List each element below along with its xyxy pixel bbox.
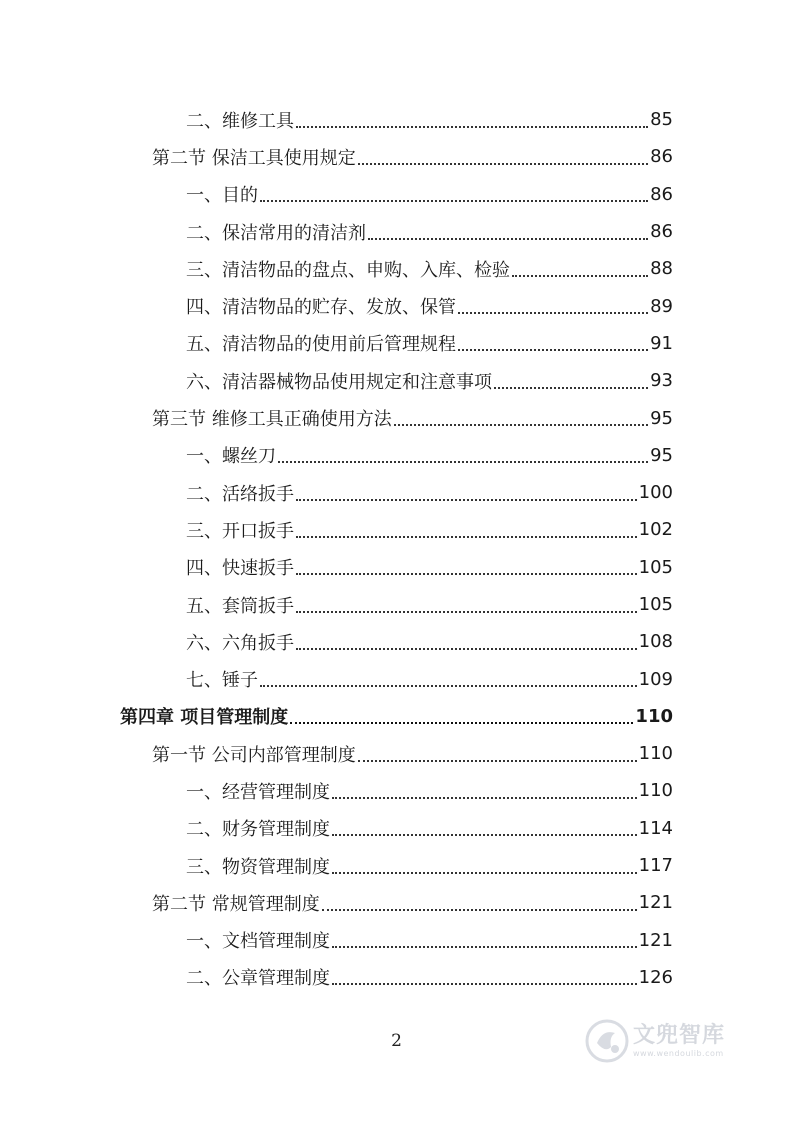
toc-dot-leader bbox=[332, 965, 637, 985]
toc-entry-label: 二、公章管理制度 bbox=[186, 968, 330, 990]
toc-dot-leader bbox=[494, 369, 648, 389]
toc-entry-page: 86 bbox=[650, 183, 673, 205]
toc-dot-leader bbox=[332, 779, 637, 799]
toc-entry[interactable] bbox=[0, 922, 793, 959]
toc-dot-leader bbox=[296, 593, 637, 613]
toc-entry-page: 126 bbox=[638, 966, 673, 988]
toc-dot-leader bbox=[512, 257, 648, 277]
toc-entry[interactable] bbox=[0, 511, 793, 548]
toc-entry-page: 117 bbox=[638, 855, 673, 877]
toc-dot-leader bbox=[296, 481, 637, 501]
toc-entry-page: 121 bbox=[638, 892, 673, 914]
toc-entry-label: 六、六角扳手 bbox=[186, 632, 294, 654]
toc-dot-leader bbox=[332, 816, 637, 836]
toc-entry-label: 一、文档管理制度 bbox=[186, 931, 330, 953]
toc-entry-label: 一、螺丝刀 bbox=[186, 446, 276, 468]
watermark-title: 文兜智库 bbox=[633, 1022, 726, 1048]
toc-entry-page: 105 bbox=[638, 594, 673, 615]
toc-entry[interactable] bbox=[0, 623, 793, 660]
toc-entry[interactable] bbox=[0, 250, 793, 287]
toc-entry-label: 三、物资管理制度 bbox=[186, 856, 330, 878]
toc-dot-leader bbox=[458, 331, 648, 351]
toc-entry-label: 三、开口扳手 bbox=[186, 520, 294, 542]
toc-entry-label: 三、清洁物品的盘点、申购、入库、检验 bbox=[186, 259, 510, 281]
toc-entry[interactable] bbox=[0, 549, 793, 586]
toc-entry-page: 89 bbox=[650, 295, 673, 317]
toc-entry-page: 102 bbox=[638, 519, 673, 541]
toc-entry[interactable] bbox=[0, 474, 793, 511]
toc-entry-label: 第二节 常规管理制度 bbox=[152, 893, 320, 915]
toc-entry-page: 114 bbox=[638, 817, 673, 839]
toc-entry-label: 七、锤子 bbox=[186, 670, 258, 692]
toc-entry[interactable] bbox=[0, 325, 793, 362]
toc-entry-page: 105 bbox=[638, 556, 673, 578]
toc-dot-leader bbox=[358, 145, 648, 165]
toc-dot-leader bbox=[260, 667, 637, 687]
toc-dot-leader bbox=[322, 891, 637, 911]
toc-entry-page: 88 bbox=[650, 258, 673, 280]
toc-entry[interactable] bbox=[0, 213, 793, 250]
toc-entry-label: 六、清洁器械物品使用规定和注意事项 bbox=[186, 371, 492, 393]
toc-entry-label: 二、财务管理制度 bbox=[186, 819, 330, 841]
toc-entry-label: 二、维修工具 bbox=[186, 110, 294, 132]
toc-entry[interactable] bbox=[0, 698, 793, 735]
toc-entry-page: 86 bbox=[650, 146, 673, 168]
toc-entry-page: 100 bbox=[638, 482, 673, 504]
toc-entry-label: 二、保洁常用的清洁剂 bbox=[186, 222, 366, 244]
toc-entry-page: 91 bbox=[650, 332, 673, 354]
toc-entry[interactable] bbox=[0, 660, 793, 697]
toc-entry[interactable] bbox=[0, 884, 793, 921]
toc-dot-leader bbox=[296, 518, 637, 538]
toc-dot-leader bbox=[278, 443, 648, 463]
toc-dot-leader bbox=[358, 742, 637, 762]
toc-entry-page: 93 bbox=[650, 370, 673, 392]
toc-dot-leader bbox=[296, 555, 637, 575]
toc-entry-label: 第一节 公司内部管理制度 bbox=[152, 744, 356, 766]
toc-entry-label: 二、活络扳手 bbox=[186, 483, 294, 505]
toc-dot-leader bbox=[394, 406, 648, 426]
watermark bbox=[585, 1016, 765, 1066]
toc-entry-page: 86 bbox=[650, 221, 673, 243]
toc-entry[interactable] bbox=[0, 176, 793, 213]
toc-dot-leader bbox=[296, 630, 637, 650]
toc-dot-leader bbox=[332, 928, 637, 948]
toc-entry-label: 第四章 项目管理制度 bbox=[120, 707, 289, 729]
toc-entry-page: 109 bbox=[638, 668, 673, 690]
toc-entry-label: 四、快速扳手 bbox=[186, 558, 294, 580]
toc-entry-page: 110 bbox=[638, 743, 673, 765]
toc-dot-leader bbox=[290, 704, 633, 724]
wendou-logo-icon bbox=[585, 1019, 629, 1063]
page-number: 2 bbox=[391, 1031, 402, 1051]
toc-entry[interactable] bbox=[0, 586, 793, 623]
watermark-url: www.wendoulib.com bbox=[633, 1048, 724, 1058]
toc-entry-page: 110 bbox=[638, 780, 673, 802]
toc-entry-page: 95 bbox=[650, 444, 673, 466]
toc-entry[interactable] bbox=[0, 138, 793, 175]
toc-entry-page: 95 bbox=[650, 407, 673, 429]
toc-entry-label: 第三节 维修工具正确使用方法 bbox=[152, 409, 392, 431]
toc-entry[interactable] bbox=[0, 437, 793, 474]
toc-entry[interactable] bbox=[0, 362, 793, 399]
toc-dot-leader bbox=[332, 854, 637, 874]
toc-entry-label: 五、清洁物品的使用前后管理规程 bbox=[186, 334, 456, 356]
toc-entry[interactable] bbox=[0, 287, 793, 324]
toc-entry-label: 五、套筒扳手 bbox=[186, 595, 294, 617]
toc-entry[interactable] bbox=[0, 101, 793, 138]
toc-entry[interactable] bbox=[0, 847, 793, 884]
toc-entry-label: 四、清洁物品的贮存、发放、保管 bbox=[186, 297, 456, 319]
toc-entry-label: 第二节 保洁工具使用规定 bbox=[152, 147, 356, 169]
toc-entry[interactable] bbox=[0, 959, 793, 996]
toc-entry-label: 一、经营管理制度 bbox=[186, 781, 330, 803]
toc-entry-page: 108 bbox=[638, 631, 673, 653]
toc-entry-page: 85 bbox=[650, 109, 673, 131]
toc-entry-page: 110 bbox=[635, 705, 673, 727]
toc-dot-leader bbox=[296, 108, 648, 128]
toc-dot-leader bbox=[260, 182, 648, 202]
toc-dot-leader bbox=[368, 220, 648, 240]
toc-entry[interactable] bbox=[0, 399, 793, 436]
toc-entry-label: 一、目的 bbox=[186, 185, 258, 207]
toc-dot-leader bbox=[458, 294, 648, 314]
toc-entry[interactable] bbox=[0, 735, 793, 772]
toc-entry-page: 121 bbox=[638, 929, 673, 951]
table-of-contents bbox=[0, 101, 793, 996]
toc-entry[interactable] bbox=[0, 810, 793, 847]
toc-entry[interactable] bbox=[0, 772, 793, 809]
